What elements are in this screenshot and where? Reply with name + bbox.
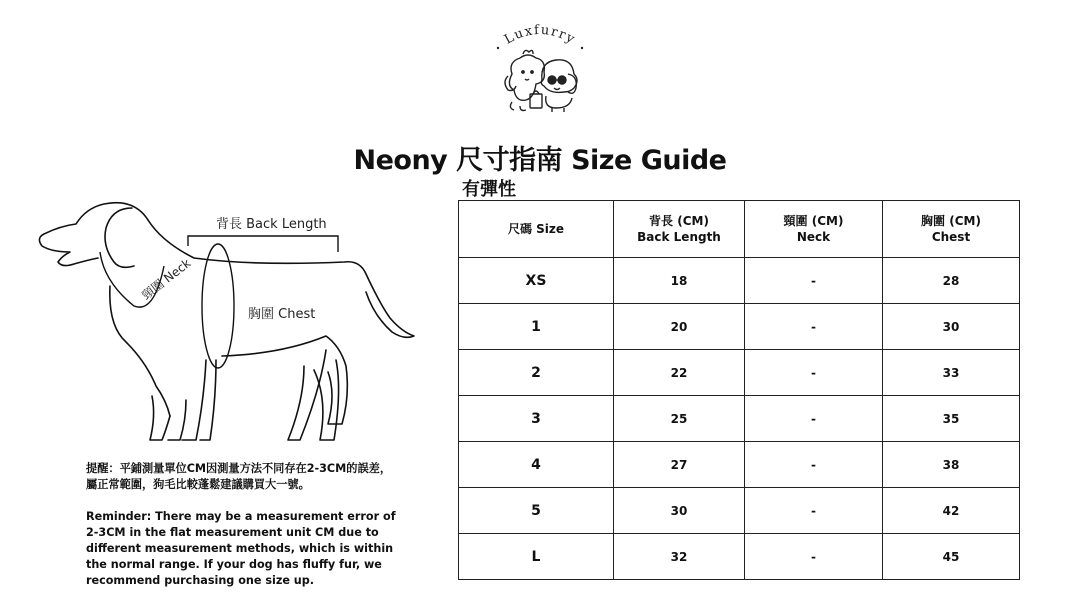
neck-cell: - — [745, 258, 883, 304]
chest-cell: 35 — [883, 396, 1020, 442]
size-cell: L — [459, 534, 614, 580]
back-length-cell: 27 — [614, 442, 745, 488]
size-cell: 3 — [459, 396, 614, 442]
back-length-cell: 30 — [614, 488, 745, 534]
header-chest: 胸圍 (CM) Chest — [883, 201, 1020, 258]
header-back-length: 背長 (CM) Back Length — [614, 201, 745, 258]
size-cell: 4 — [459, 442, 614, 488]
back-length-cell: 18 — [614, 258, 745, 304]
table-row — [459, 488, 1020, 534]
table-row — [459, 396, 1020, 442]
svg-text:Luxfurry — [502, 24, 578, 48]
back-length-cell: 25 — [614, 396, 745, 442]
table-row — [459, 350, 1020, 396]
back-length-cell: 20 — [614, 304, 745, 350]
neck-cell: - — [745, 350, 883, 396]
table-header-row — [459, 201, 1020, 258]
chest-cell: 28 — [883, 258, 1020, 304]
elastic-note: 有彈性 — [462, 179, 516, 200]
neck-cell: - — [745, 396, 883, 442]
chest-cell: 38 — [883, 442, 1020, 488]
table-row — [459, 442, 1020, 488]
page-title: Neony 尺寸指南 Size Guide — [353, 145, 727, 176]
note-en: Reminder: There may be a measurement error of 2-3CM in the flat measurement unit CM due to different measurement methods, which is within the normal range. If your dog has fluffy fur, we recommend purchasing one size up. — [86, 510, 396, 587]
table-row — [459, 534, 1020, 580]
back-length-cell: 22 — [614, 350, 745, 396]
table-row — [459, 258, 1020, 304]
neck-cell: - — [745, 442, 883, 488]
size-cell: XS — [459, 258, 614, 304]
header-neck: 頸圍 (CM) Neck — [745, 201, 883, 258]
neck-cell: - — [745, 488, 883, 534]
measurement-notes — [86, 461, 406, 605]
chest-label: 胸圍 Chest — [248, 307, 316, 322]
table-row — [459, 304, 1020, 350]
size-cell: 5 — [459, 488, 614, 534]
chest-cell: 33 — [883, 350, 1020, 396]
logo-brand-text: Luxfurry — [501, 24, 579, 48]
note-zh-line1: 提醒：平鋪測量單位CM因測量方法不同存在2-3CM的誤差， — [86, 462, 392, 475]
chest-cell: 42 — [883, 488, 1020, 534]
chest-cell: 45 — [883, 534, 1020, 580]
size-cell: 2 — [459, 350, 614, 396]
note-zh-line2: 屬正常範圍，狗毛比較蓬鬆建議購買大一號。 — [86, 478, 310, 491]
back-length-label: 背長 Back Length — [216, 217, 327, 232]
neck-cell: - — [745, 304, 883, 350]
size-cell: 1 — [459, 304, 614, 350]
chest-cell: 30 — [883, 304, 1020, 350]
neck-label: 頸圍 Neck — [139, 256, 194, 303]
neck-cell: - — [745, 534, 883, 580]
luxfurry-logo — [490, 24, 590, 116]
back-length-cell: 32 — [614, 534, 745, 580]
header-size: 尺碼 Size — [459, 201, 614, 258]
size-table — [458, 200, 1020, 580]
